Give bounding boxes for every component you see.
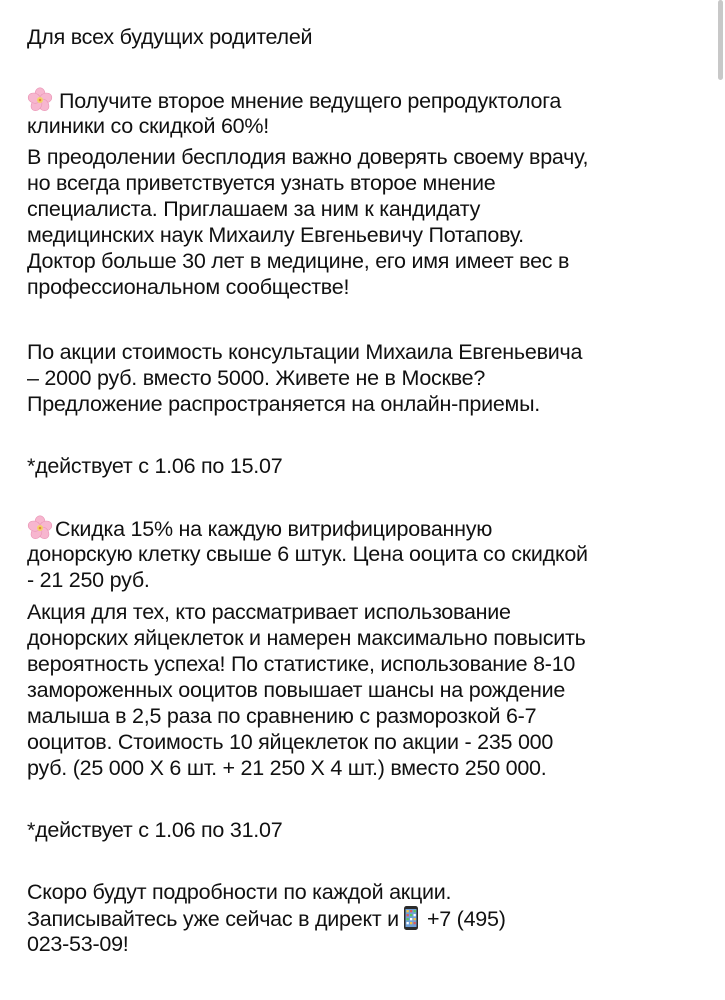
post-title-text: Для всех будущих родителей: [27, 25, 313, 49]
footer-line-text: Записывайтесь уже сейчас в директ и: [27, 907, 399, 931]
offer2-body-line: [27, 651, 575, 677]
offer2-heading-line-text: - 21 250 руб.: [27, 568, 150, 592]
offer2-body-line: [27, 755, 547, 781]
offer1-heading-line-text: клиники со скидкой 60%!: [27, 114, 269, 138]
offer1-body-line: [27, 144, 588, 170]
offer1-body-line-text: Доктор больше 30 лет в медицине, его имя имеет вес в: [27, 249, 570, 273]
cherry-blossom-icon: [27, 515, 53, 541]
footer-line-text: Скоро будут подробности по каждой акции.: [27, 880, 452, 904]
offer1-body-line-text: В преодолении бесплодия важно доверять своему врачу,: [27, 145, 589, 169]
offer2-heading-line: [27, 541, 588, 567]
post-title: [27, 24, 312, 50]
offer2-heading-line: [27, 515, 492, 541]
offer2-body-line-text: замороженных ооцитов повышает шансы на рождение: [27, 678, 566, 702]
offer2-body-line: [27, 677, 565, 703]
scrollbar[interactable]: [718, 0, 723, 80]
offer1-body-line-text: профессиональном сообществе!: [27, 275, 350, 299]
offer2-validity: [27, 817, 282, 843]
offer2-heading-line: [27, 567, 150, 593]
offer1-price-line-text: По акции стоимость консультации Михаила Евгеньевича: [27, 340, 583, 364]
footer-line-text: 023-53-09!: [27, 932, 129, 956]
offer1-heading-line-text: Получите второе мнение ведущего репродуктолога: [59, 89, 562, 113]
offer1-price-line: [27, 365, 485, 391]
offer2-heading-line-text: Скидка 15% на каждую витрифицированную: [55, 517, 493, 541]
offer1-price-line-text: – 2000 руб. вместо 5000. Живете не в Москве?: [27, 366, 486, 390]
offer2-body-line: [27, 599, 511, 625]
footer-line: [27, 931, 129, 957]
offer1-body-line: [27, 274, 349, 300]
offer1-body-line-text: медицинских наук Михаилу Евгеньевичу Потапову.: [27, 223, 524, 247]
offer2-body-line: [27, 703, 536, 729]
offer1-body-line: [27, 196, 480, 222]
footer-line: [27, 905, 506, 931]
offer1-body-line-text: специалиста. Приглашаем за ним к кандидату: [27, 197, 481, 221]
offer2-body-line-text: малыша в 2,5 раза по сравнению с разморозкой 6-7: [27, 704, 537, 728]
offer1-heading-line: [27, 87, 561, 113]
offer1-body-line: [27, 170, 496, 196]
offer1-price-line: [27, 339, 582, 365]
offer1-body-line: [27, 248, 569, 274]
offer2-body-line-text: ооцитов. Стоимость 10 яйцеклеток по акции - 235 000: [27, 730, 554, 754]
offer2-body-line: [27, 625, 586, 651]
offer1-validity: [27, 453, 282, 479]
offer1-price-line: [27, 391, 540, 417]
cherry-blossom-icon: [27, 87, 53, 113]
offer2-body-line: [27, 729, 553, 755]
offer2-body-line-text: Акция для тех, кто рассматривает использование: [27, 600, 511, 624]
offer2-body-line-text: вероятность успеха! По статистике, использование 8-10: [27, 652, 576, 676]
offer2-body-line-text: руб. (25 000 Х 6 шт. + 21 250 Х 4 шт.) вместо 250 000.: [27, 756, 547, 780]
offer1-validity-text: *действует с 1.06 по 15.07: [27, 454, 283, 478]
offer1-body-line: [27, 222, 524, 248]
offer2-body-line-text: донорских яйцеклеток и намерен максимально повысить: [27, 626, 586, 650]
offer1-heading-line: [27, 113, 269, 139]
offer1-body-line-text: но всегда приветствуется узнать второе мнение: [27, 171, 496, 195]
offer2-heading-line-text: донорскую клетку свыше 6 штук. Цена ооцита со скидкой: [27, 542, 588, 566]
footer-line: [27, 879, 451, 905]
phone-number[interactable]: +7 (495): [426, 907, 506, 931]
offer2-validity-text: *действует с 1.06 по 31.07: [27, 818, 283, 842]
mobile-phone-icon: [403, 905, 419, 931]
offer1-price-line-text: Предложение распространяется на онлайн-приемы.: [27, 392, 541, 416]
